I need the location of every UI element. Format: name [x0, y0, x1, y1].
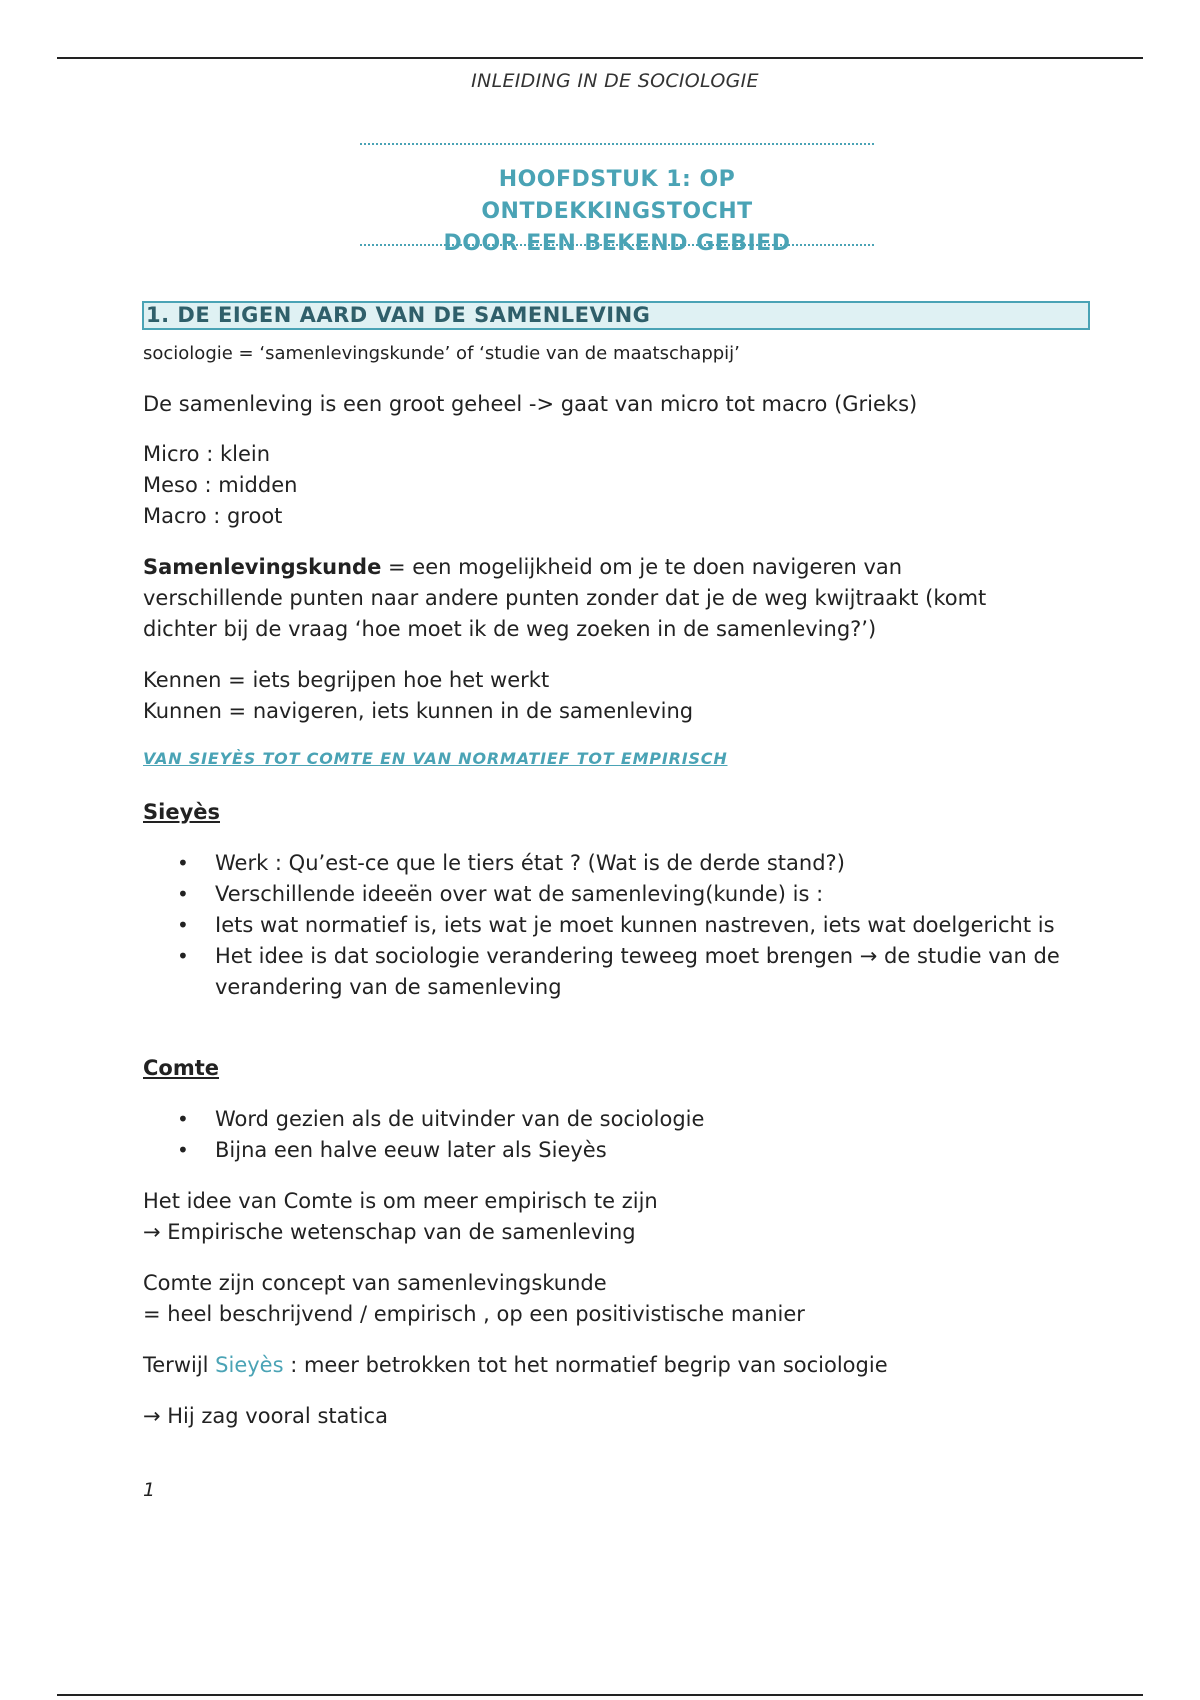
samenlevingskunde-term: Samenlevingskunde — [143, 555, 382, 579]
terwijl-line — [143, 1350, 888, 1381]
list-item: • Verschillende ideeën over wat de samenleving(kunde) is : — [143, 879, 1093, 910]
samenlevingskunde-line-1 — [143, 552, 902, 583]
level-macro: Macro : groot — [143, 504, 283, 528]
footer-rule — [57, 1694, 1143, 1696]
terwijl-suffix: : meer betrokken tot het normatief begrip van sociologie — [283, 1353, 888, 1377]
page-number: 1 — [143, 1479, 156, 1501]
chapter-title-line-2: DOOR EEN BEKEND GEBIED — [443, 231, 791, 256]
subheading-sieyes-comte: VAN SIEYÈS TOT COMTE EN VAN NORMATIEF TOT EMPIRISCH — [143, 749, 728, 768]
list-item: • Word gezien als de uitvinder van de sociologie — [143, 1104, 1093, 1135]
kunnen-line: Kunnen = navigeren, iets kunnen in de samenleving — [143, 699, 694, 723]
statica-line: → Hij zag vooral statica — [143, 1404, 388, 1428]
section-heading: 1. DE EIGEN AARD VAN DE SAMENLEVING — [146, 303, 651, 327]
chapter-title-block — [360, 143, 874, 256]
comte-concept-line-2: = heel beschrijvend / empirisch , op een positivistische manier — [143, 1302, 805, 1326]
comte-bullet-list — [143, 1104, 1093, 1166]
header-rule — [57, 57, 1143, 59]
samenlevingskunde-line-3: dichter bij de vraag ‘hoe moet ik de weg zoeken in de samenleving?’) — [143, 617, 877, 641]
list-item: • Iets wat normatief is, iets wat je moet kunnen nastreven, iets wat doelgericht is — [143, 910, 1093, 941]
comte-concept-line-1: Comte zijn concept van samenlevingskunde — [143, 1271, 607, 1295]
kennen-line: Kennen = iets begrijpen hoe het werkt — [143, 668, 550, 692]
samenlevingskunde-line-2: verschillende punten naar andere punten zonder dat je de weg kwijtraakt (komt — [143, 586, 987, 610]
comte-idea-line-2: → Empirische wetenschap van de samenleving — [143, 1220, 636, 1244]
sieyes-reference: Sieyès — [215, 1353, 284, 1377]
definition-sociologie: sociologie = ‘samenlevingskunde’ of ‘studie van de maatschappij’ — [143, 343, 740, 364]
samenlevingskunde-definition: = een mogelijkheid om je te doen navigeren van — [381, 555, 903, 579]
heading-comte: Comte — [143, 1056, 220, 1080]
list-item: • Bijna een halve eeuw later als Sieyès — [143, 1135, 1093, 1166]
heading-sieyes: Sieyès — [143, 800, 220, 824]
section-heading-box — [142, 301, 1090, 330]
terwijl-prefix: Terwijl — [143, 1353, 216, 1377]
running-header: INLEIDING IN DE SOCIOLOGIE — [471, 70, 759, 92]
chapter-title-line-1: HOOFDSTUK 1: OP ONTDEKKINGSTOCHT — [481, 167, 753, 224]
list-item: • Werk : Qu’est-ce que le tiers état ? (Wat is de derde stand?) — [143, 848, 1093, 879]
level-micro: Micro : klein — [143, 442, 271, 466]
sieyes-bullet-list — [143, 848, 1093, 1003]
paragraph-samenleving: De samenleving is een groot geheel -> gaat van micro tot macro (Grieks) — [143, 392, 918, 416]
level-meso: Meso : midden — [143, 473, 298, 497]
comte-idea-line-1: Het idee van Comte is om meer empirisch te zijn — [143, 1189, 658, 1213]
list-item: • Het idee is dat sociologie verandering teweeg moet brengen → de studie van de verandering van de samenleving — [143, 941, 1093, 1003]
